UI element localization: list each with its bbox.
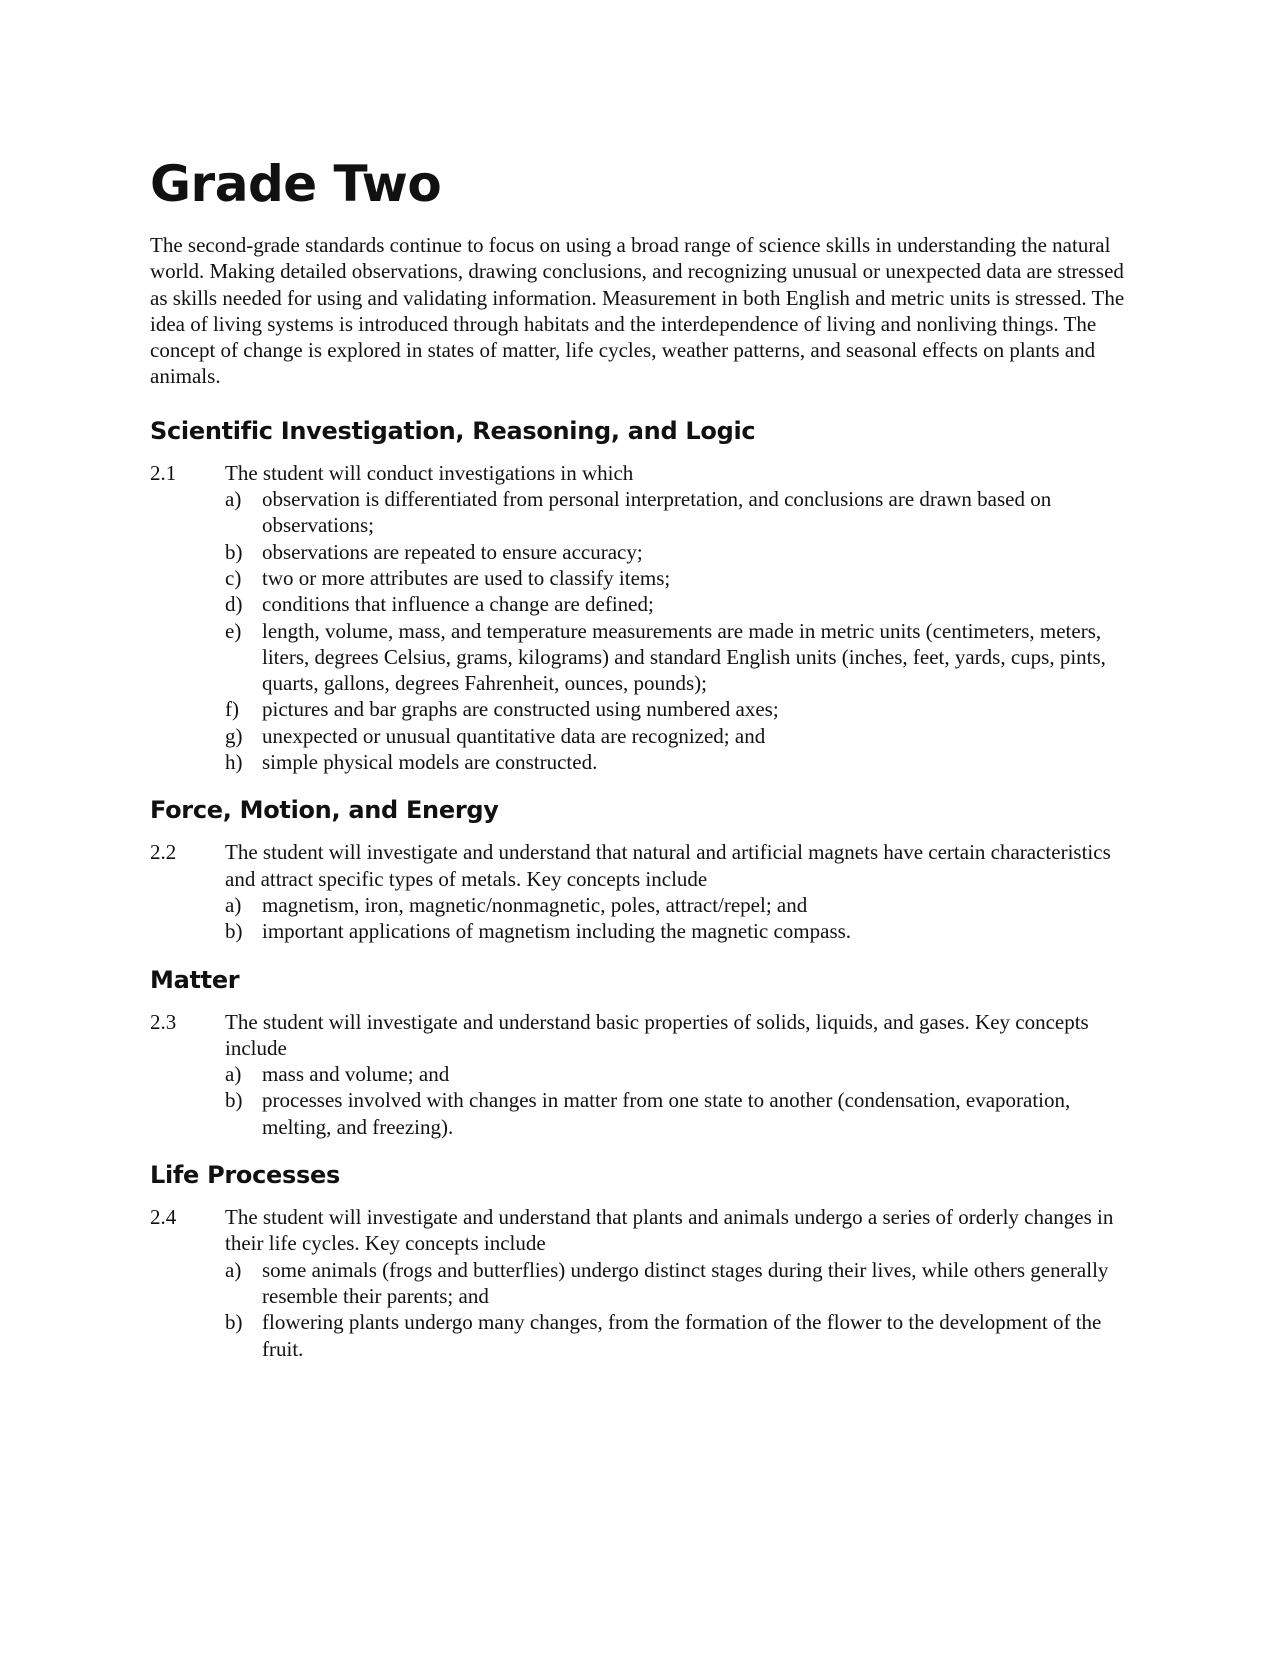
list-item: [225, 749, 1132, 775]
item-text: two or more attributes are used to classify items;: [262, 565, 671, 590]
standard-items: [150, 486, 1132, 775]
item-letter: a): [225, 892, 242, 917]
item-text: unexpected or unusual quantitative data are recognized; and: [262, 723, 766, 748]
section-life-processes: [150, 1160, 1132, 1362]
standard-items: [150, 892, 1132, 945]
item-letter: a): [225, 487, 242, 512]
list-item: [225, 1061, 1132, 1087]
item-text: some animals (frogs and butterflies) undergo distinct stages during their lives, while others generally resemble their parents; and: [262, 1257, 1109, 1308]
list-item: [225, 565, 1132, 591]
standard-2-1: [150, 460, 1132, 776]
item-text: magnetism, iron, magnetic/nonmagnetic, poles, attract/repel; and: [262, 892, 808, 917]
item-letter: f): [225, 697, 239, 722]
item-text: length, volume, mass, and temperature measurements are made in metric units (centimeters, meters, liters, degrees Celsius, grams, kilograms) and standard English units (inches, feet, yards, cups, pints, quarts, gallons, degrees Fahrenheit, ounces, pounds);: [262, 618, 1106, 696]
item-text: pictures and bar graphs are constructed using numbered axes;: [262, 697, 779, 722]
list-item: [225, 892, 1132, 918]
section-heading: Force, Motion, and Energy: [150, 796, 499, 825]
item-text: observations are repeated to ensure accuracy;: [262, 539, 643, 564]
item-text: processes involved with changes in matter from one state to another (condensation, evaporation, melting, and freezing).: [262, 1088, 1071, 1139]
page-title: Grade Two: [150, 155, 442, 213]
item-text: simple physical models are constructed.: [262, 750, 598, 775]
standard-number: 2.4: [150, 1205, 177, 1230]
item-letter: h): [225, 750, 243, 775]
document-page: [150, 140, 1132, 1382]
item-text: conditions that influence a change are defined;: [262, 592, 654, 617]
list-item: [225, 1087, 1132, 1140]
standard-items: [150, 1257, 1132, 1362]
list-item: [225, 918, 1132, 944]
item-text: flowering plants undergo many changes, from the formation of the flower to the development of the fruit.: [262, 1310, 1102, 1361]
item-text: mass and volume; and: [262, 1062, 450, 1087]
item-letter: a): [225, 1062, 242, 1087]
section-scientific-investigation: [150, 416, 1132, 776]
section-heading: Matter: [150, 965, 240, 994]
item-letter: b): [225, 1310, 243, 1335]
standard-stem: The student will investigate and understand basic properties of solids, liquids, and gases. Key concepts include: [225, 1009, 1089, 1060]
standard-number: 2.3: [150, 1009, 177, 1034]
section-matter: [150, 965, 1132, 1140]
item-text: important applications of magnetism including the magnetic compass.: [262, 919, 852, 944]
list-item: [225, 696, 1132, 722]
list-item: [225, 618, 1132, 697]
standard-number: 2.2: [150, 840, 177, 865]
standard-stem: The student will conduct investigations in which: [225, 460, 634, 485]
list-item: [225, 591, 1132, 617]
section-heading: Scientific Investigation, Reasoning, and Logic: [150, 416, 756, 445]
list-item: [225, 539, 1132, 565]
standard-items: [150, 1061, 1132, 1140]
standard-number: 2.1: [150, 460, 177, 485]
item-letter: b): [225, 539, 243, 564]
section-force-motion-energy: [150, 795, 1132, 944]
item-letter: d): [225, 592, 243, 617]
item-letter: g): [225, 723, 243, 748]
list-item: [225, 486, 1132, 539]
intro-paragraph: The second-grade standards continue to focus on using a broad range of science skills in understanding the natural world. Making detailed observations, drawing conclusions, and recognizing unusual or unexpected data are stressed as skills needed for using and validating information. Measurement in both English and metric units is stressed. The idea of living systems is introduced through habitats and the interdependence of living and nonliving things. The concept of change is explored in states of matter, life cycles, weather patterns, and seasonal effects on plants and animals.: [150, 233, 1125, 389]
item-letter: b): [225, 919, 243, 944]
item-letter: c): [225, 565, 242, 590]
section-heading: Life Processes: [150, 1161, 340, 1190]
standard-stem: The student will investigate and understand that natural and artificial magnets have certain characteristics and attract specific types of metals. Key concepts include: [225, 840, 1111, 891]
list-item: [225, 1257, 1132, 1310]
list-item: [225, 1309, 1132, 1362]
standard-2-4: [150, 1204, 1132, 1362]
list-item: [225, 723, 1132, 749]
standard-2-2: [150, 839, 1132, 944]
item-letter: b): [225, 1088, 243, 1113]
item-letter: e): [225, 618, 242, 643]
standard-2-3: [150, 1009, 1132, 1140]
item-letter: a): [225, 1257, 242, 1282]
standard-stem: The student will investigate and understand that plants and animals undergo a series of orderly changes in their life cycles. Key concepts include: [225, 1205, 1114, 1256]
item-text: observation is differentiated from personal interpretation, and conclusions are drawn based on observations;: [262, 487, 1052, 538]
